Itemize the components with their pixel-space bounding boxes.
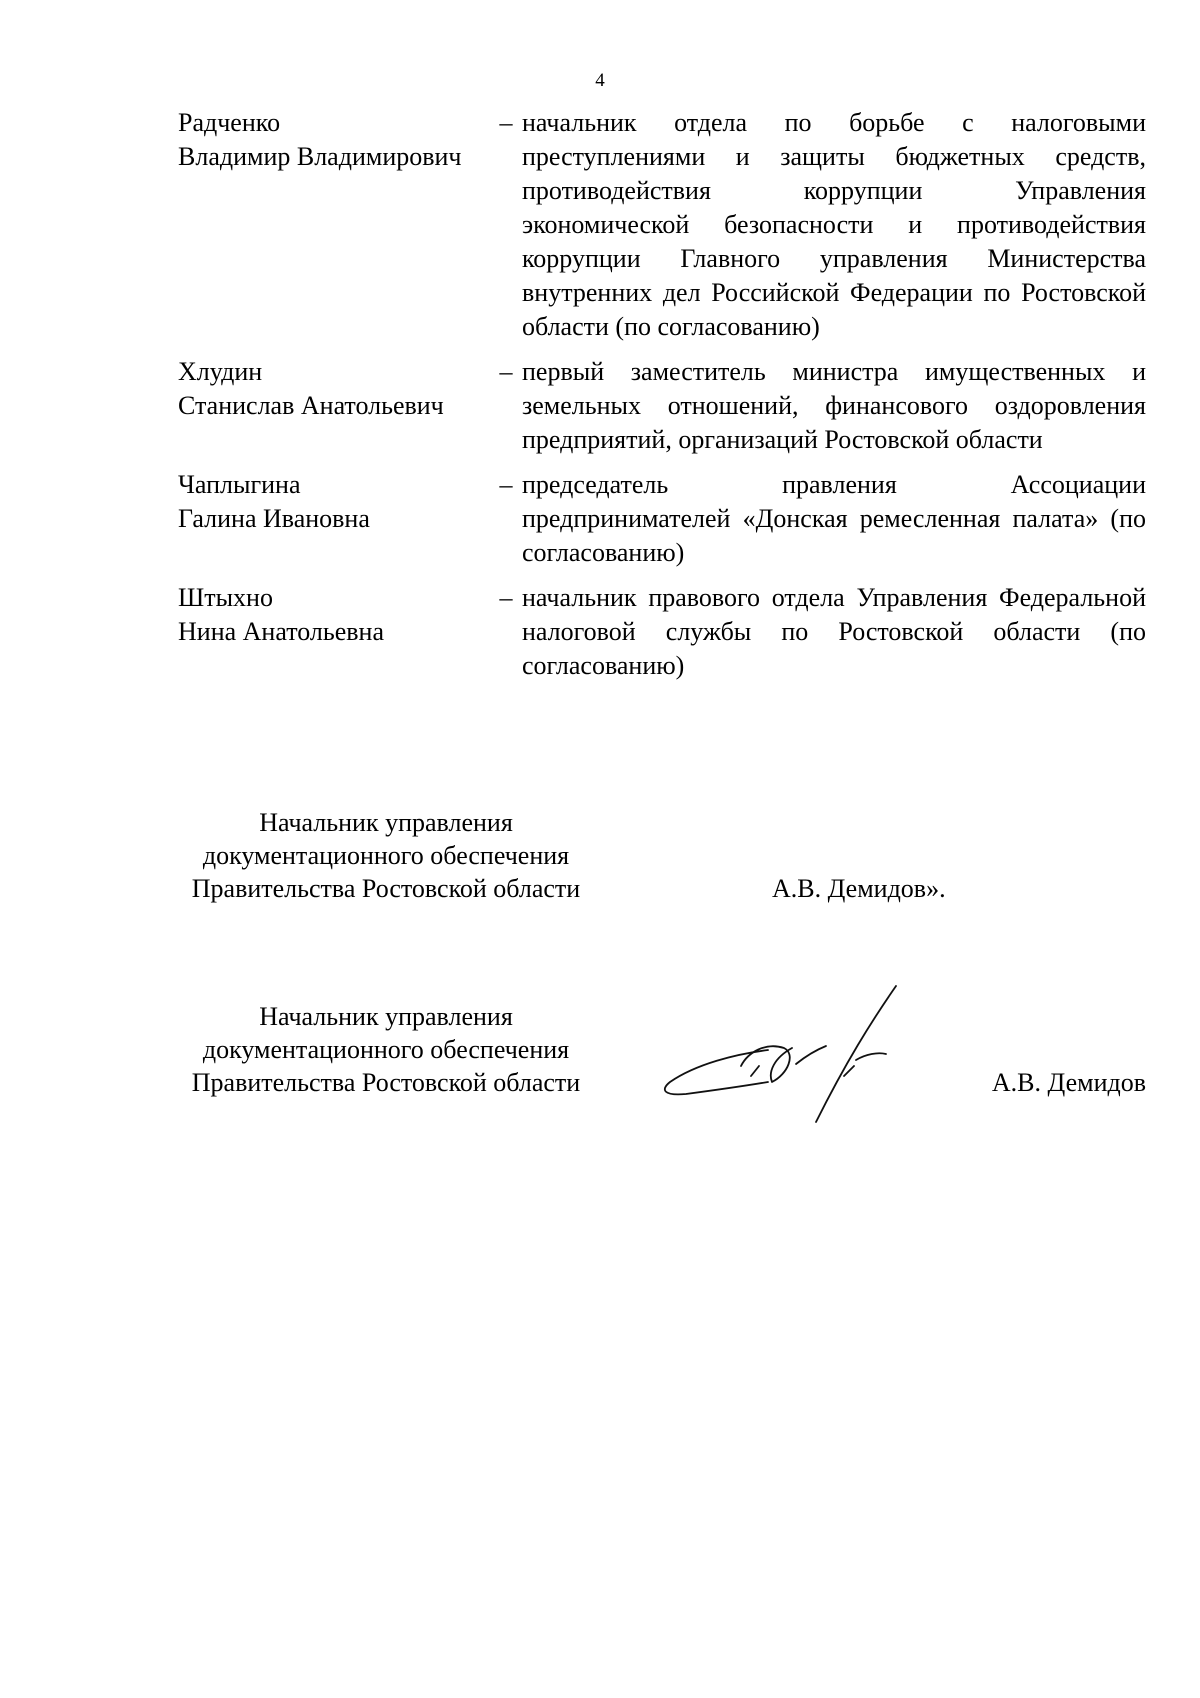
- dash-separator: –: [499, 583, 513, 612]
- member-given-names: Нина Анатольевна: [178, 617, 384, 646]
- members-list: [178, 106, 1146, 694]
- signatory-title: [166, 1000, 606, 1099]
- member-name: [178, 106, 490, 174]
- title-line: документационного обеспечения: [202, 841, 570, 870]
- member-role: начальник отдела по борьбе с налоговыми преступлениями и защиты бюджетных средств, противодействия коррупции Управления экономической безопасности и противодействия коррупции Главного управления Министерства внутренних дел Российской Федерации по Ростовской области (по согласованию): [522, 108, 1146, 341]
- dash-separator: –: [499, 357, 513, 386]
- member-name: [178, 355, 490, 423]
- signatory-title: [166, 806, 606, 905]
- page-number: 4: [595, 70, 605, 91]
- member-surname: Радченко: [178, 108, 281, 137]
- title-line: Начальник управления: [259, 808, 513, 837]
- title-line: Правительства Ростовской области: [191, 1068, 581, 1097]
- title-line: Начальник управления: [259, 1002, 513, 1031]
- member-name: [178, 581, 490, 649]
- signatory-name: А.В. Демидов: [991, 1068, 1146, 1097]
- member-entry: [178, 355, 1146, 457]
- member-given-names: Владимир Владимирович: [178, 142, 462, 171]
- member-role: первый заместитель министра имущественных и земельных отношений, финансового оздоровления предприятий, организаций Ростовской области: [522, 357, 1146, 454]
- member-given-names: Станислав Анатольевич: [178, 391, 444, 420]
- member-entry: [178, 581, 1146, 683]
- title-line: документационного обеспечения: [202, 1035, 570, 1064]
- dash-separator: –: [499, 470, 513, 499]
- member-surname: Хлудин: [178, 357, 263, 386]
- closing-signature-block: [166, 806, 1146, 916]
- signatory-name: А.В. Демидов».: [772, 874, 946, 903]
- dash-separator: –: [499, 108, 513, 137]
- member-given-names: Галина Ивановна: [178, 504, 370, 533]
- member-role: начальник правового отдела Управления Федеральной налоговой службы по Ростовской области (по согласованию): [522, 583, 1146, 680]
- final-signature-block: [166, 1000, 1146, 1110]
- member-name: [178, 468, 490, 536]
- handwritten-signature: [656, 982, 946, 1142]
- title-line: Правительства Ростовской области: [191, 874, 581, 903]
- member-surname: Штыхно: [178, 583, 273, 612]
- member-surname: Чаплыгина: [178, 470, 301, 499]
- member-entry: [178, 106, 1146, 344]
- member-entry: [178, 468, 1146, 570]
- member-role: председатель правления Ассоциации предпринимателей «Донская ремесленная палата» (по согласованию): [522, 470, 1146, 567]
